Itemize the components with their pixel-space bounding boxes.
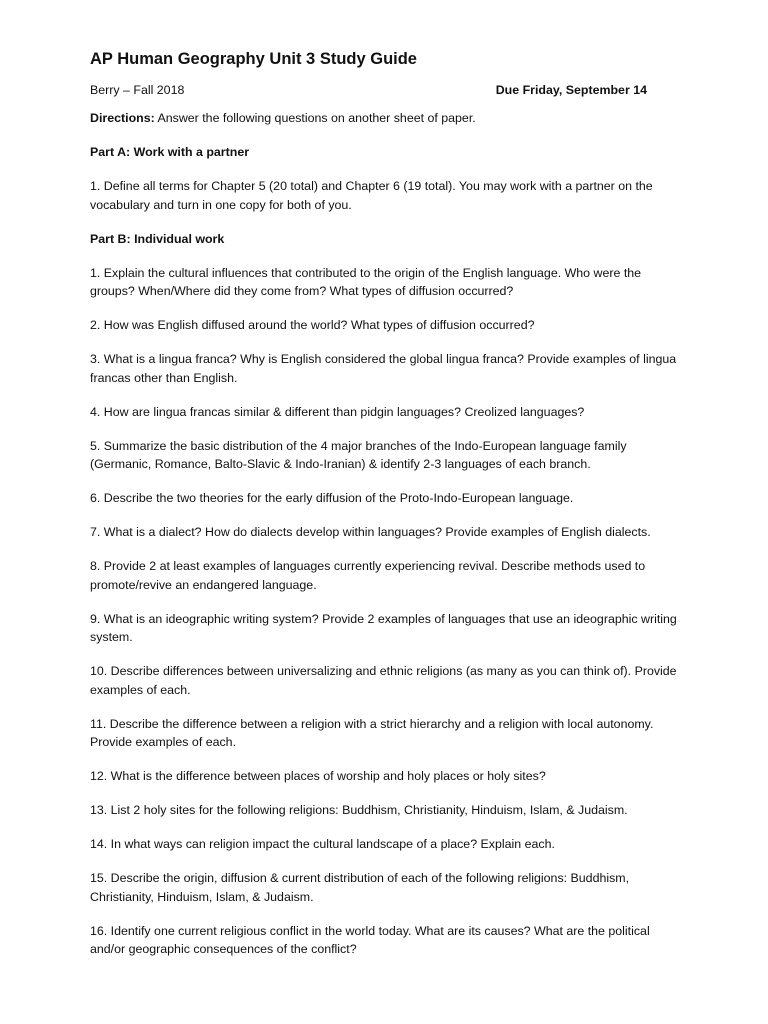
part-b-question-5: 5. Summarize the basic distribution of the 4 major branches of the Indo-European language family (Germanic, Romance, Balto-Slavic & Indo-Iranian) & identify 2-3 languages of each branch.	[90, 438, 627, 471]
part-b-question-3: 3. What is a lingua franca? Why is English considered the global lingua franca? Provide examples of lingua francas other than English.	[90, 352, 677, 385]
part-b-question-6: 6. Describe the two theories for the early diffusion of the Proto-Indo-European language.	[90, 491, 574, 505]
author-term: Berry – Fall 2018	[90, 83, 185, 97]
part-b-question-11: 11. Describe the difference between a religion with a strict hierarchy and a religion with local autonomy. Provide examples of each.	[90, 716, 654, 749]
document-title: AP Human Geography Unit 3 Study Guide	[90, 50, 417, 68]
directions-text: Answer the following questions on another sheet of paper.	[154, 111, 476, 125]
part-b-question-7: 7. What is a dialect? How do dialects develop within languages? Provide examples of English dialects.	[90, 525, 651, 539]
document-meta	[90, 81, 680, 99]
part-b-question-16: 16. Identify one current religious conflict in the world today. What are its causes? What are the political and/or geographic consequences of the conflict?	[90, 923, 650, 956]
part-b-question-15: 15. Describe the origin, diffusion & current distribution of each of the following religions: Buddhism, Christianity, Hinduism, Islam, & Judaism.	[90, 871, 630, 904]
due-date: Due Friday, September 14	[495, 83, 647, 97]
part-a-question: 1. Define all terms for Chapter 5 (20 total) and Chapter 6 (19 total). You may work with a partner on the vocabulary and turn in one copy for both of you.	[90, 179, 653, 212]
part-b-question-9: 9. What is an ideographic writing system? Provide 2 examples of languages that use an ideographic writing system.	[90, 611, 677, 644]
part-b-question-10: 10. Describe differences between universalizing and ethnic religions (as many as you can think of). Provide examples of each.	[90, 664, 677, 697]
part-a-heading: Part A: Work with a partner	[90, 145, 250, 159]
part-b-question-1: 1. Explain the cultural influences that contributed to the origin of the English language. Who were the groups? When/Where did they come from? What types of diffusion occurred?	[90, 265, 642, 298]
part-b-question-8: 8. Provide 2 at least examples of languages currently experiencing revival. Describe methods used to promote/revive an endangered language.	[90, 559, 646, 592]
study-guide-page	[90, 48, 680, 974]
part-b-heading: Part B: Individual work	[90, 231, 225, 246]
part-b-question-13: 13. List 2 holy sites for the following religions: Buddhism, Christianity, Hinduism, Islam, & Judaism.	[90, 803, 628, 817]
part-b-question-2: 2. How was English diffused around the world? What types of diffusion occurred?	[90, 318, 535, 332]
directions	[90, 109, 680, 127]
part-b-question-14: 14. In what ways can religion impact the cultural landscape of a place? Explain each.	[90, 837, 555, 851]
part-b-question-4: 4. How are lingua francas similar & different than pidgin languages? Creolized languages?	[90, 404, 585, 419]
directions-label: Directions:	[90, 111, 155, 125]
part-b-question-12: 12. What is the difference between places of worship and holy places or holy sites?	[90, 769, 546, 783]
